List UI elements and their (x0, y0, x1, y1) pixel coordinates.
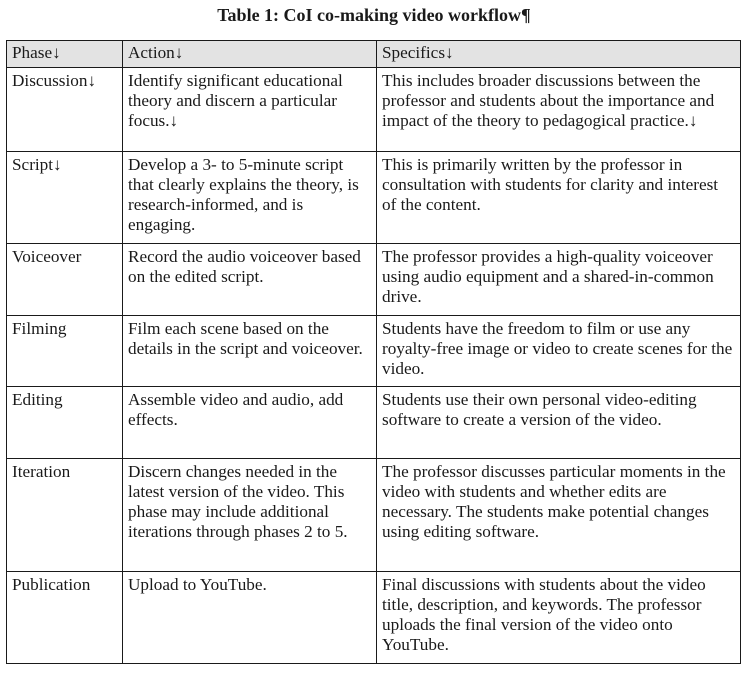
phase-cell: Publication (7, 572, 123, 664)
table-row (7, 68, 741, 152)
phase-cell: Iteration (7, 459, 123, 572)
phase-cell: Editing (7, 387, 123, 459)
action-cell: Record the audio voiceover based on the edited script. (123, 244, 377, 316)
table-row (7, 572, 741, 664)
specifics-cell: Final discussions with students about the video title, description, and keywords. The professor uploads the final version of the video onto YouTube. (377, 572, 741, 664)
action-cell: Identify significant educational theory and discern a particular focus.↓ (123, 68, 377, 152)
header-phase: Phase↓ (7, 41, 123, 68)
phase-cell: Filming (7, 316, 123, 387)
phase-cell: Script↓ (7, 152, 123, 244)
specifics-cell: Students use their own personal video-editing software to create a version of the video. (377, 387, 741, 459)
action-cell: Assemble video and audio, add effects. (123, 387, 377, 459)
specifics-cell: The professor provides a high-quality voiceover using audio equipment and a shared-in-common drive. (377, 244, 741, 316)
workflow-table (6, 40, 741, 664)
table-row (7, 387, 741, 459)
specifics-cell: The professor discusses particular moments in the video with students and whether edits are necessary. The students make potential changes using editing software. (377, 459, 741, 572)
specifics-cell: This is primarily written by the professor in consultation with students for clarity and interest of the content. (377, 152, 741, 244)
specifics-cell: Students have the freedom to film or use any royalty-free image or video to create scenes for the video. (377, 316, 741, 387)
specifics-cell: This includes broader discussions between the professor and students about the importance and impact of the theory to pedagogical practice.↓ (377, 68, 741, 152)
phase-cell: Discussion↓ (7, 68, 123, 152)
action-cell: Develop a 3- to 5-minute script that clearly explains the theory, is research-informed, and is engaging. (123, 152, 377, 244)
phase-cell: Voiceover (7, 244, 123, 316)
action-cell: Upload to YouTube. (123, 572, 377, 664)
action-cell: Discern changes needed in the latest version of the video. This phase may include additional iterations through phases 2 to 5. (123, 459, 377, 572)
table-row (7, 316, 741, 387)
table-row (7, 459, 741, 572)
table-row (7, 244, 741, 316)
table-caption: Table 1: CoI co-making video workflow¶ (217, 5, 531, 25)
header-specifics: Specifics↓ (377, 41, 741, 68)
table-header-row (7, 41, 741, 68)
action-cell: Film each scene based on the details in the script and voiceover. (123, 316, 377, 387)
header-action: Action↓ (123, 41, 377, 68)
table-row (7, 152, 741, 244)
